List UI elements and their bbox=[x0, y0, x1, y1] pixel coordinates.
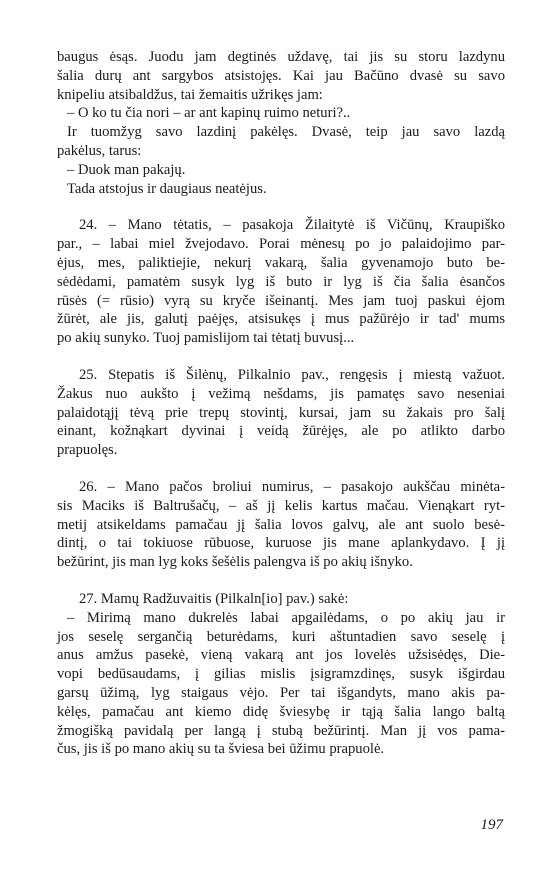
text-line: – Mirimą mano dukrelės labai apgailėdams, o po akių jau ir bbox=[67, 609, 505, 626]
paragraph bbox=[57, 478, 505, 572]
text-line: sis Maciks iš Baltrušačų, – aš jį kelis kartus mačau. Vienąkart ryt- bbox=[57, 497, 505, 514]
page-body bbox=[57, 48, 505, 777]
text-line: šalia durų ant sargybos atsistojęs. Kai jau Bačūno dvasė su savo bbox=[57, 67, 505, 84]
text-line: 24. – Mano tėtatis, – pasakoja Žilaitytė iš Vičūnų, Kraupiško bbox=[79, 217, 505, 234]
text-line: garsų ūžimą, lyg staigaus vėjo. Per tai išgandyts, mano akis pa- bbox=[57, 684, 505, 701]
text-line: metij atsikeldams pamačau jį šalia lovos galvų, ale ant suolo besė- bbox=[57, 516, 505, 533]
text-line: po akių sunyko. Tuoj pamislijom tai tėtatį buvusį... bbox=[57, 330, 355, 347]
text-line: prapuolęs. bbox=[57, 442, 118, 459]
text-line: rūsės (= rūsio) vyrą su kryče išeinantį. Mes jam tuoj paskui ėjom bbox=[57, 292, 505, 309]
text-line: anus amžus pasekė, vieną vakarą ant jos lovelės užsisėdęs, Die- bbox=[57, 647, 505, 664]
text-line: Žakus nuo aukšto į vežimą nešdams, jis pamatęs savo neseniai bbox=[57, 385, 505, 402]
text-line: 26. – Mano pačos broliui numirus, – pasakojo aukščau minėta- bbox=[79, 478, 505, 495]
text-line: žūrėt, ale jis, galutį paėjęs, atsisukęs į mus pažūrėjo ir tad' mums bbox=[57, 311, 505, 328]
text-line: 25. Stepatis iš Šilėnų, Pilkalnio pav., rengęsis į miestą važuot. bbox=[79, 366, 505, 383]
text-line: ėjus, mes, paliktiejie, nekurį vakarą, šalia gyvenamojo buto be- bbox=[57, 254, 505, 271]
text-line: Ir tuomžyg savo lazdinį pakėlęs. Dvasė, teip jau savo lazdą bbox=[67, 124, 505, 141]
text-line: žmogišką pavidalą per langą į stubą bežūrintį. Man jį vos pama- bbox=[57, 722, 505, 739]
text-line: palaidotąjį tėvą prie trepų stovintį, kursai, jam su žakais pro šalį bbox=[57, 404, 505, 421]
text-line: jos seselę sergančią beturėdams, kuri aštuntadien savo seselę į bbox=[57, 628, 505, 645]
text-line: baugus ėsąs. Juodu jam degtinės uždavę, tai jis su storu lazdynu bbox=[57, 49, 505, 65]
text-line: sėdėdami, pamatėm susyk lyg iš buto ir lyg iš čia šalia ėsančos bbox=[57, 273, 505, 290]
text-line: Tada atstojus ir daugiaus neatėjus. bbox=[67, 180, 267, 197]
text-line: – O ko tu čia nori – ar ant kapinų ruimo neturi?.. bbox=[67, 105, 351, 122]
text-line: dintį, o tai tokiuose rūbuose, kuruose jis mane aplankydavo. Į jį bbox=[57, 535, 505, 552]
page-number: 197 bbox=[480, 817, 503, 833]
text-line: einant, kožnąkart dyvinai į veidą žūrėjęs, ale po atlikto darbo bbox=[57, 423, 505, 440]
paragraph bbox=[57, 48, 505, 198]
paragraph bbox=[57, 216, 505, 348]
text-line: pakėlus, tarus: bbox=[57, 142, 142, 159]
text-line: bežūrint, jis man lyg koks šešėlis palengva iš po akių išnyko. bbox=[57, 554, 413, 571]
text-line: čus, jis iš po mano akių su ta šviesa bei ūžimu prapuolė. bbox=[57, 741, 385, 758]
text-line: par., – labai miel žvejodavo. Porai mėnesų po jo palaidojimo par- bbox=[57, 236, 505, 253]
text-line: kėlęs, pamačau ant kiemo didę šviesybę ir tąją šalia lango baltą bbox=[57, 703, 505, 720]
paragraph bbox=[57, 366, 505, 460]
text-line: knipeliu atsibaldžus, tai žemaitis užrikęs jam: bbox=[57, 86, 323, 103]
text-line: vopi bedūsaudams, į gilias mislis įsigramzdinęs, susyk išgirdau bbox=[57, 666, 505, 683]
paragraph bbox=[57, 590, 505, 759]
text-line: 27. Mamų Radžuvaitis (Pilkaln[io] pav.) sakė: bbox=[79, 590, 349, 607]
text-line: – Duok man pakajų. bbox=[67, 161, 186, 178]
